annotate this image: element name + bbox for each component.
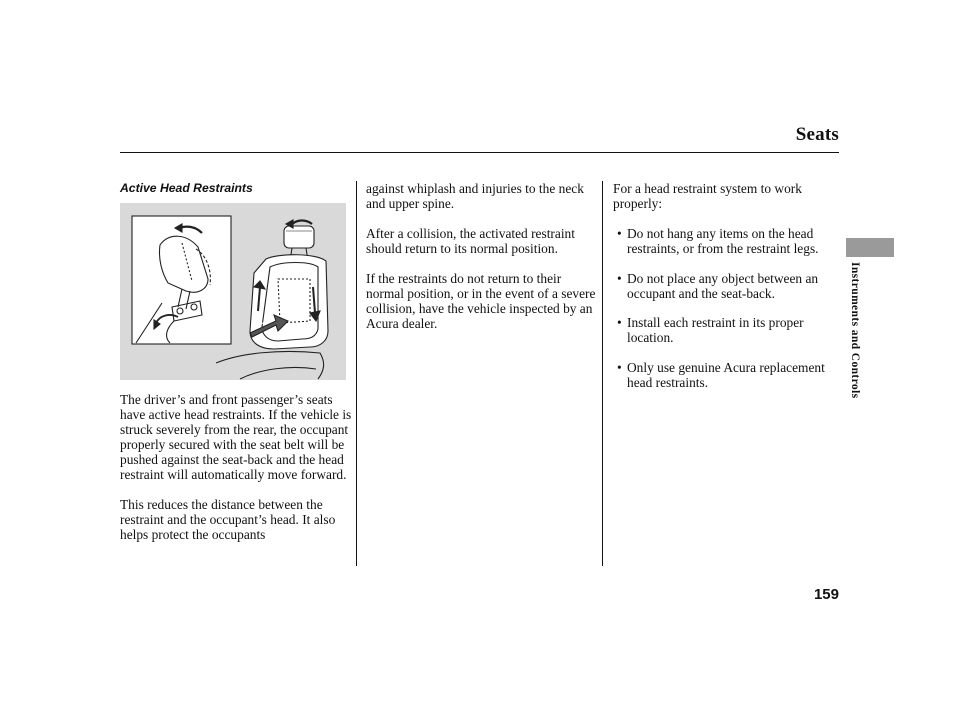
section-heading: Active Head Restraints	[120, 181, 253, 195]
bullet-icon: •	[617, 315, 622, 331]
column-2	[366, 181, 598, 345]
head-restraint-illustration	[120, 203, 346, 380]
bullet-icon: •	[617, 225, 622, 241]
paragraph: The driver’s and front passenger’s seats have active head restraints. If the vehicle is struck severely from the rear, the occupant properly secured with the seat belt will be pushed against the seat-back and the head restraint will automatically move forward.	[120, 392, 352, 482]
paragraph: After a collision, the activated restraint should return to its normal position.	[366, 225, 575, 256]
list-item-text: Do not hang any items on the head restraints, or from the restraint legs.	[627, 225, 819, 256]
list-item	[613, 226, 845, 256]
bullet-icon: •	[617, 360, 622, 376]
column-divider	[356, 181, 357, 566]
title-divider	[120, 152, 839, 153]
list-item-text: Install each restraint in its proper location.	[627, 315, 804, 346]
column-1	[120, 181, 354, 557]
intro-paragraph: For a head restraint system to work properly:	[613, 181, 802, 211]
list-item-text: Only use genuine Acura replacement head restraints.	[627, 360, 825, 391]
list-item-text: Do not place any object between an occupant and the seat-back.	[627, 270, 819, 301]
column-3	[613, 181, 845, 405]
section-tab	[846, 238, 894, 257]
section-label: Instruments and Controls	[849, 262, 861, 399]
column-1-body	[120, 392, 354, 542]
paragraph: This reduces the distance between the restraint and the occupant’s head. It also helps protect the occupants	[120, 496, 336, 542]
bullet-icon: •	[617, 270, 622, 286]
page-title: Seats	[795, 124, 839, 145]
paragraph: against whiplash and injuries to the neck and upper spine.	[366, 181, 584, 211]
paragraph: If the restraints do not return to their normal position, or in the event of a severe collision, have the vehicle inspected by an Acura dealer.	[366, 270, 596, 331]
column-divider	[602, 181, 603, 566]
page-number: 159	[813, 586, 839, 603]
list-item	[613, 271, 845, 301]
list-item	[613, 360, 845, 390]
bullet-list	[613, 226, 845, 390]
list-item	[613, 315, 845, 345]
